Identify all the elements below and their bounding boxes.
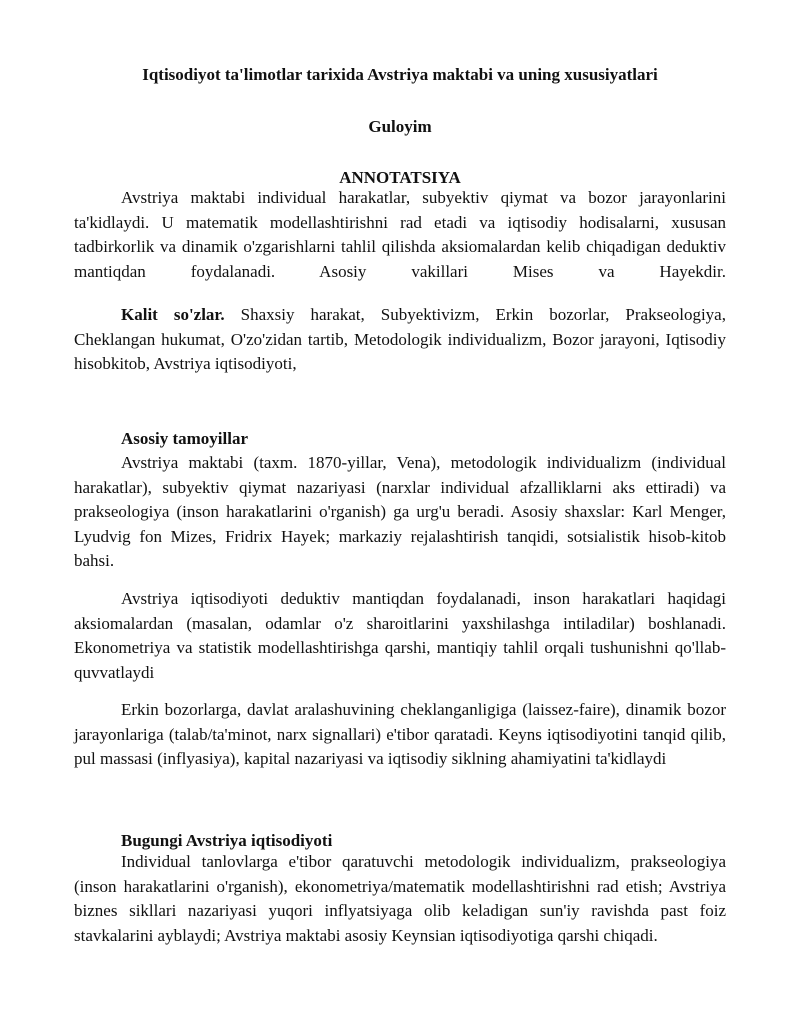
principles-paragraph-2: Avstriya iqtisodiyoti deduktiv mantiqdan foydalanadi, inson harakatlari haqidagi aksiomalardan (masalan, odamlar o'z sharoitlarini yaxshilashga intiladilar) boshlanadi. Ekonometriya va statistik modellashtirishga qarshi, mantiqiy tahlil orqali tushunishni qo'llab-quvvatlaydi xyxy=(74,589,726,682)
annotation-paragraph: Avstriya maktabi individual harakatlar, subyektiv qiymat va bozor jarayonlarini ta'kidlaydi. U matematik modellashtirishni rad etadi va iqtisodiy hodisalarni, xususan tadbirkorlik va dinamik o'zgarishlarni tahlil qilishda aksiomalardan kelib chiqadigan deduktiv mantiqdan foydalanadi. Asosiy vakillari Mises va Hayekdir. xyxy=(74,188,726,281)
section-heading-today: Bugungi Avstriya iqtisodiyoti xyxy=(121,831,333,850)
section-heading-principles: Asosiy tamoyillar xyxy=(121,429,249,448)
author-name: Guloyim xyxy=(368,117,432,136)
keywords-label: Kalit so'zlar. xyxy=(121,305,225,324)
keywords-list: Shaxsiy harakat, Subyektivizm, Erkin bozorlar, Prakseologiya, Cheklangan hukumat, O'zo'zidan tartib, Metodologik individualizm, Bozor jarayoni, Iqtisodiy hisobkitob, Avstriya iqtisodiyoti, xyxy=(74,305,726,373)
annotation-heading: ANNOTATSIYA xyxy=(339,168,461,187)
keywords-paragraph xyxy=(74,303,726,377)
document-title: Iqtisodiyot ta'limotlar tarixida Avstriya maktabi va uning xususiyatlari xyxy=(142,65,658,84)
today-paragraph-1: Individual tanlovlarga e'tibor qaratuvchi metodologik individualizm, prakseologiya (inson harakatlarini o'rganish), ekonometriya/matematik modellashtirishni rad etish; Avstriya biznes sikllari nazariyasi yuqori inflyatsiyaga olib keladigan sun'iy ravishda past foiz stavkalarini ayblaydi; Avstriya maktabi asosiy Keynsian iqtisodiyotiga qarshi chiqadi. xyxy=(74,852,726,945)
principles-paragraph-3: Erkin bozorlarga, davlat aralashuvining cheklanganligiga (laissez-faire), dinamik bozor jarayonlariga (talab/ta'minot, narx signallari) e'tibor qaratadi. Keyns iqtisodiyotini tanqid qilib, pul massasi (inflyasiya), kapital nazariyasi va iqtisodiy siklning ahamiyatini ta'kidlaydi xyxy=(74,700,726,768)
principles-paragraph-1: Avstriya maktabi (taxm. 1870-yillar, Vena), metodologik individualizm (individual harakatlar), subyektiv qiymat nazariyasi (narxlar individual afzalliklarni aks ettiradi) va prakseologiya (inson harakatlarini o'rganish) ga urg'u beradi. Asosiy shaxslar: Karl Menger, Lyudvig fon Mizes, Fridrix Hayek; markaziy rejalashtirish tanqidi, sotsialistik hisob-kitob bahsi. xyxy=(74,453,726,570)
